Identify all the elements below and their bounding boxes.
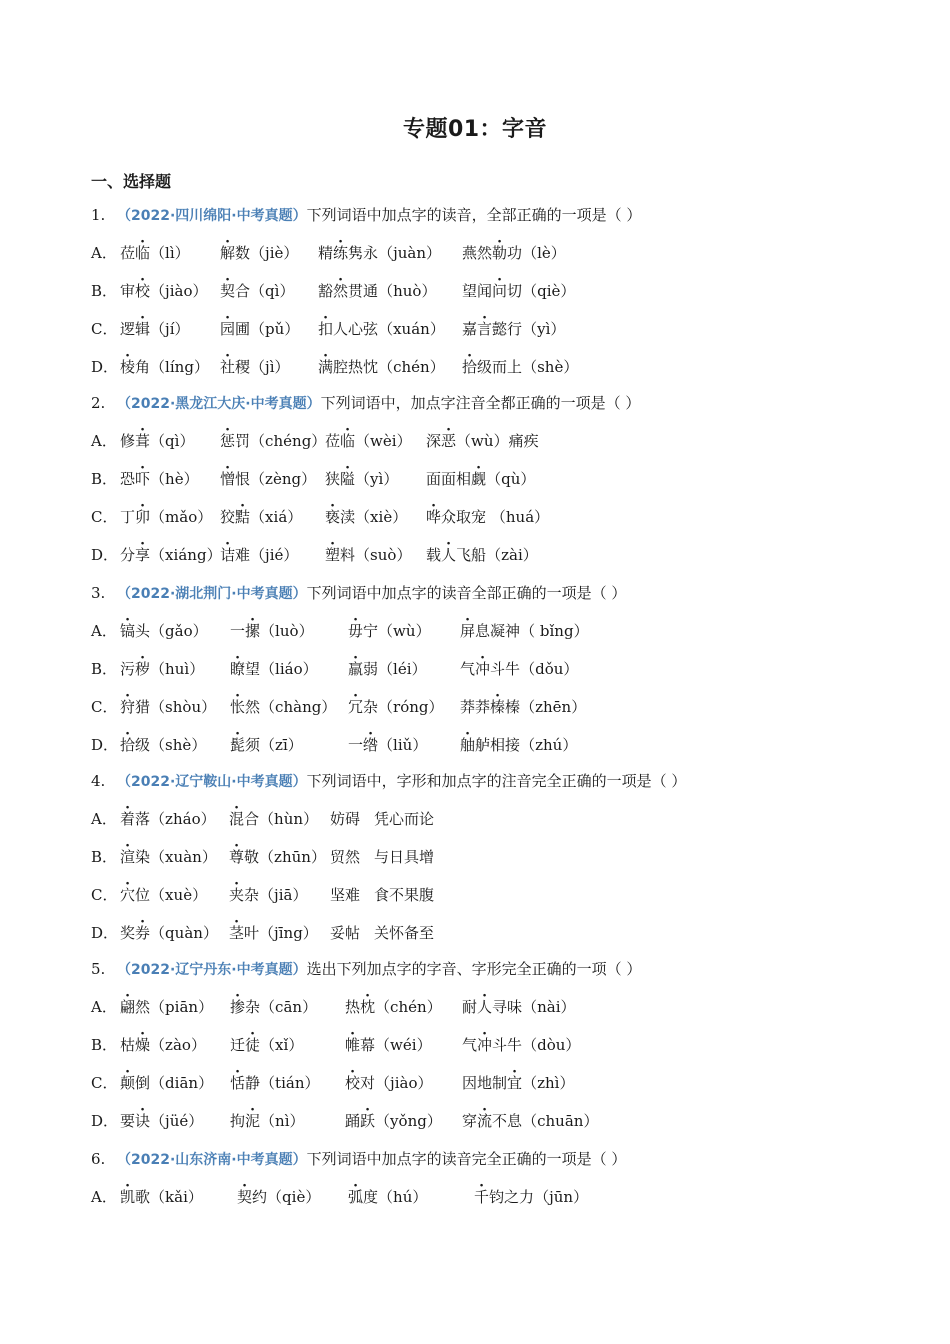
option-item: 望闻问切（qiè）: [462, 282, 576, 300]
option-item: 要诀（jüé）: [120, 1112, 204, 1130]
option-item: 恐吓（hè）: [120, 470, 199, 488]
option-item: 拾级（shè）: [120, 736, 207, 754]
option-item: 屏息凝神（ bǐng）: [460, 622, 589, 640]
option-item: 食不果腹: [374, 886, 435, 904]
option-item: 冗杂（róng）: [348, 698, 444, 716]
option-item: 关怀备至: [374, 924, 435, 942]
option-item: 分享（xiáng）: [120, 546, 222, 564]
option-item: 毋宁（wù）: [348, 622, 431, 640]
question-number: 2.: [91, 394, 106, 412]
question-stem: [91, 770, 686, 793]
option-item: 与日具增: [374, 848, 435, 866]
option-item: 镐头（gǎo）: [120, 622, 208, 640]
option-item: 渲染（xuàn）: [120, 848, 217, 866]
question-number: 5.: [91, 960, 106, 978]
option-item: 狡黠（xiá）: [220, 508, 303, 526]
question-stem: [91, 204, 641, 227]
option-item: 羸弱（léi）: [348, 660, 427, 678]
option-item: 热枕（chén）: [345, 998, 442, 1016]
option-label: B．: [91, 848, 118, 866]
page-title: 专题01：字音: [402, 117, 548, 142]
option-item: 塑料（suò）: [325, 546, 412, 564]
option-item: 惩罚（chéng）: [220, 432, 327, 450]
question-source: （2022·辽宁鞍山·中考真题）: [117, 774, 307, 790]
option-label: D．: [91, 736, 119, 754]
question-stem: [91, 392, 640, 415]
option-item: 瞭望（liáo）: [230, 660, 318, 678]
option-label: B．: [91, 282, 118, 300]
question-text: 下列词语中，加点字注音全都正确的一项是（ ）: [320, 394, 641, 412]
option-item: 穴位（xuè）: [120, 886, 208, 904]
option-item: 深恶（wù）痛疾: [426, 432, 539, 450]
question-text: 下列词语中加点字的读音完全正确的一项是（ ）: [306, 1150, 627, 1168]
option-item: 校对（jiào）: [345, 1074, 433, 1092]
option-item: 拘泥（nì）: [230, 1112, 305, 1130]
option-item: 凯歌（kǎi）: [120, 1188, 203, 1206]
question-stem: [91, 958, 641, 981]
option-item: 莅临（wèi）: [325, 432, 412, 450]
question-number: 3.: [91, 584, 106, 602]
option-label: D．: [91, 546, 119, 564]
question-source: （2022·辽宁丹东·中考真题）: [117, 962, 307, 978]
option-label: C．: [91, 508, 118, 526]
option-item: 髭须（zī）: [230, 736, 303, 754]
option-item: 奖券（quàn）: [120, 924, 218, 942]
option-label: C．: [91, 886, 118, 904]
option-item: 豁然贯通（huò）: [318, 282, 437, 300]
option-item: 怅然（chàng）: [230, 698, 337, 716]
option-item: 亵渎（xiè）: [325, 508, 408, 526]
option-item: 凭心而论: [374, 810, 435, 828]
option-item: 坚难: [330, 886, 361, 904]
option-item: 审校（jiào）: [120, 282, 208, 300]
option-item: 迁徒（xǐ）: [230, 1036, 304, 1054]
option-item: 舳舻相接（zhú）: [460, 736, 578, 754]
option-item: 尊敬（zhūn）: [229, 848, 326, 866]
option-item: 妨碍: [330, 810, 361, 828]
option-item: 着落（zháo）: [120, 810, 216, 828]
option-label: D．: [91, 1112, 119, 1130]
option-item: 狭隘（yì）: [325, 470, 399, 488]
option-item: 莽莽榛榛（zhēn）: [460, 698, 587, 716]
option-label: A．: [91, 244, 117, 262]
option-item: 莅临（lì）: [120, 244, 190, 262]
option-label: A．: [91, 1188, 117, 1206]
option-label: A．: [91, 998, 117, 1016]
option-item: 拾级而上（shè）: [462, 358, 579, 376]
option-item: 千钧之力（jūn）: [474, 1188, 589, 1206]
option-item: 踊跃（yǒng）: [345, 1112, 442, 1130]
option-item: 翩然（piān）: [120, 998, 214, 1016]
question-number: 4.: [91, 772, 106, 790]
option-label: B．: [91, 470, 118, 488]
option-label: D．: [91, 924, 119, 942]
option-item: 混合（hùn）: [229, 810, 319, 828]
option-item: 弧度（hú）: [348, 1188, 428, 1206]
option-item: 契约（qiè）: [237, 1188, 321, 1206]
option-item: 夹杂（jiā）: [229, 886, 308, 904]
option-item: 污秽（huì）: [120, 660, 205, 678]
option-label: A．: [91, 810, 117, 828]
option-item: 茎叶（jīng）: [229, 924, 318, 942]
option-item: 妥帖: [330, 924, 361, 942]
option-label: C．: [91, 698, 118, 716]
option-item: 满腔热忱（chén）: [318, 358, 445, 376]
option-item: 园圃（pǔ）: [220, 320, 300, 338]
option-label: B．: [91, 660, 118, 678]
option-item: 因地制宜（zhì）: [462, 1074, 575, 1092]
question-number: 1.: [91, 206, 106, 224]
option-item: 憎恨（zèng）: [220, 470, 317, 488]
option-item: 掺杂（cān）: [230, 998, 318, 1016]
option-item: 嘉言懿行（yì）: [462, 320, 566, 338]
option-item: 扣人心弦（xuán）: [318, 320, 445, 338]
option-item: 诘难（jié）: [220, 546, 299, 564]
question-source: （2022·黑龙江大庆·中考真题）: [117, 396, 321, 412]
option-label: C．: [91, 320, 118, 338]
question-source: （2022·四川绵阳·中考真题）: [117, 208, 307, 224]
option-item: 逻辑（jí）: [120, 320, 190, 338]
option-item: 一摞（luò）: [230, 622, 314, 640]
question-text: 下列词语中，字形和加点字的注音完全正确的一项是（ ）: [306, 772, 687, 790]
option-label: A．: [91, 622, 117, 640]
option-label: B．: [91, 1036, 118, 1054]
option-item: 修葺（qì）: [120, 432, 195, 450]
option-item: 帷幕（wéi）: [345, 1036, 432, 1054]
option-item: 精练隽永（juàn）: [318, 244, 442, 262]
option-item: 气冲斗牛（dǒu）: [460, 660, 579, 678]
option-item: 气冲斗牛（dòu）: [462, 1036, 581, 1054]
option-label: D．: [91, 358, 119, 376]
option-item: 恬静（tián）: [230, 1074, 320, 1092]
option-item: 解数（jiè）: [220, 244, 299, 262]
option-item: 狩猎（shòu）: [120, 698, 217, 716]
option-label: C．: [91, 1074, 118, 1092]
question-stem: [91, 1148, 626, 1171]
question-stem: [91, 582, 626, 605]
question-source: （2022·山东济南·中考真题）: [117, 1152, 307, 1168]
section-heading: 一、选择题: [91, 172, 172, 191]
option-item: 社稷（jì）: [220, 358, 290, 376]
option-item: 燕然勒功（lè）: [462, 244, 566, 262]
option-item: 一绺（liǔ）: [348, 736, 428, 754]
option-item: 颠倒（diān）: [120, 1074, 214, 1092]
option-item: 棱角（líng）: [120, 358, 209, 376]
question-text: 下列词语中加点字的读音全部正确的一项是（ ）: [306, 584, 627, 602]
question-number: 6.: [91, 1150, 106, 1168]
option-item: 面面相觑（qù）: [426, 470, 536, 488]
option-item: 哗众取宠 （huá）: [426, 508, 550, 526]
option-item: 载人飞船（zài）: [426, 546, 538, 564]
option-label: A．: [91, 432, 117, 450]
option-item: 穿流不息（chuān）: [462, 1112, 599, 1130]
option-item: 贸然: [330, 848, 361, 866]
question-text: 选出下列加点字的字音、字形完全正确的一项（ ）: [306, 960, 642, 978]
question-text: 下列词语中加点字的读音，全部正确的一项是（ ）: [306, 206, 642, 224]
question-source: （2022·湖北荆门·中考真题）: [117, 586, 307, 602]
option-item: 契合（qì）: [220, 282, 295, 300]
option-item: 耐人寻味（nài）: [462, 998, 576, 1016]
option-item: 枯燥（zào）: [120, 1036, 206, 1054]
option-item: 丁卯（mǎo）: [120, 508, 213, 526]
